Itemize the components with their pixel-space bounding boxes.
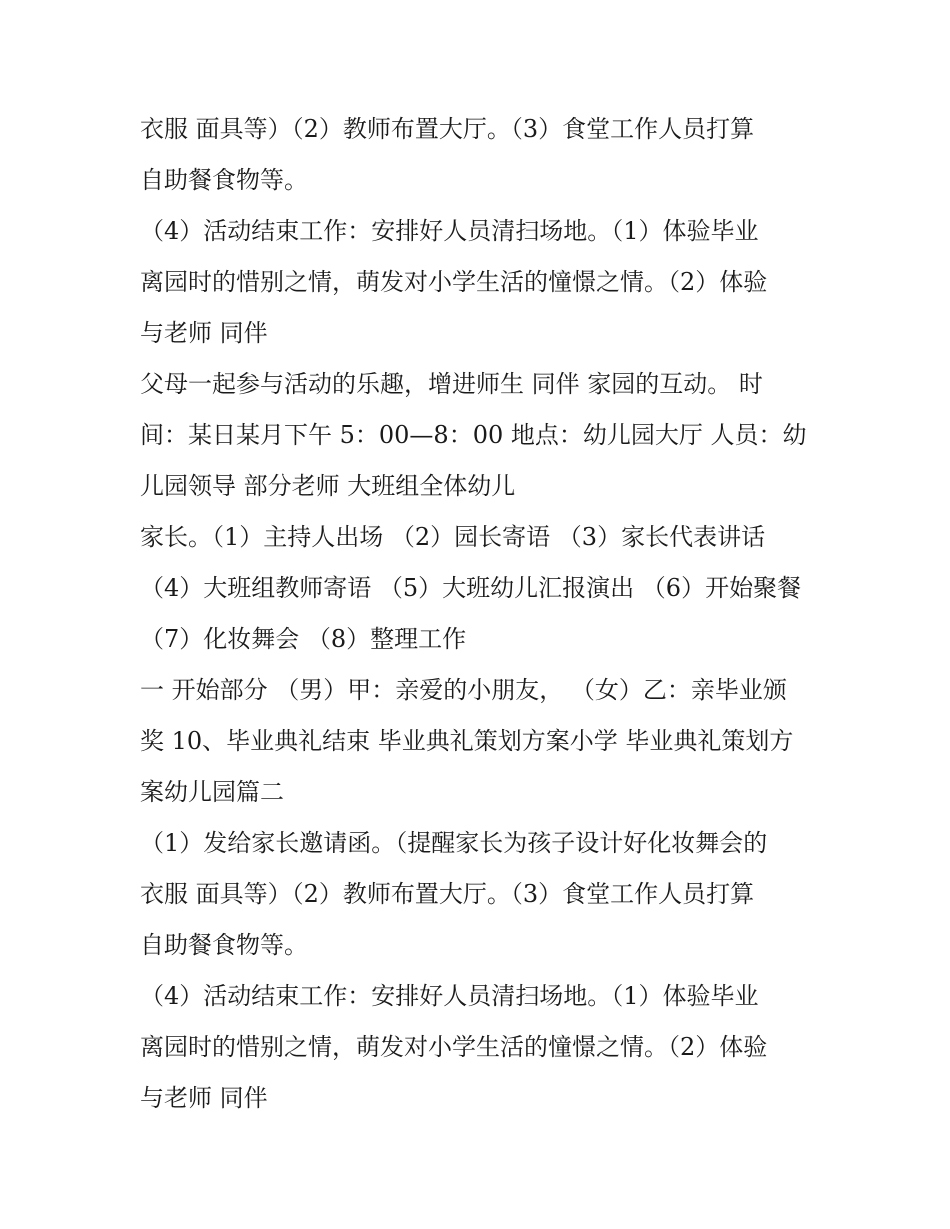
text-line: （7）化妆舞会 （8）整理工作 — [140, 625, 467, 653]
text-line: 案幼儿园篇二 — [140, 778, 284, 806]
text-line: 与老师 同伴 — [140, 1084, 268, 1112]
text-line: 自助餐食物等。 — [140, 166, 308, 194]
text-line: 儿园领导 部分老师 大班组全体幼儿 — [140, 472, 516, 500]
text-line: 与老师 同伴 — [140, 319, 268, 347]
text-line: （4）活动结束工作：安排好人员清扫场地。（1）体验毕业 — [140, 217, 759, 245]
text-line: 奖 10、毕业典礼结束 毕业典礼策划方案小学 毕业典礼策划方 — [140, 727, 794, 755]
text-line: 一 开始部分 （男）甲：亲爱的小朋友， （女）乙：亲毕业颁 — [140, 676, 787, 704]
text-line: 离园时的惜别之情，萌发对小学生活的憧憬之情。（2）体验 — [140, 268, 768, 296]
text-line: 家长。（1）主持人出场 （2）园长寄语 （3）家长代表讲话 — [140, 523, 766, 551]
text-line: 离园时的惜别之情，萌发对小学生活的憧憬之情。（2）体验 — [140, 1033, 768, 1061]
text-line: 父母一起参与活动的乐趣，增进师生 同伴 家园的互动。 时 — [140, 370, 763, 398]
text-line: 间：某日某月下午 5：00—8：00 地点：幼儿园大厅 人员：幼 — [140, 421, 807, 449]
text-line: （4）大班组教师寄语 （5）大班幼儿汇报演出 （6）开始聚餐 — [140, 574, 802, 602]
text-line: （1）发给家长邀请函。（提醒家长为孩子设计好化妆舞会的 — [140, 829, 768, 857]
text-line: 自助餐食物等。 — [140, 931, 308, 959]
text-line: 衣服 面具等）（2）教师布置大厅。（3）食堂工作人员打算 — [140, 880, 755, 908]
text-line: 衣服 面具等）（2）教师布置大厅。（3）食堂工作人员打算 — [140, 115, 755, 143]
text-line: （4）活动结束工作：安排好人员清扫场地。（1）体验毕业 — [140, 982, 759, 1010]
